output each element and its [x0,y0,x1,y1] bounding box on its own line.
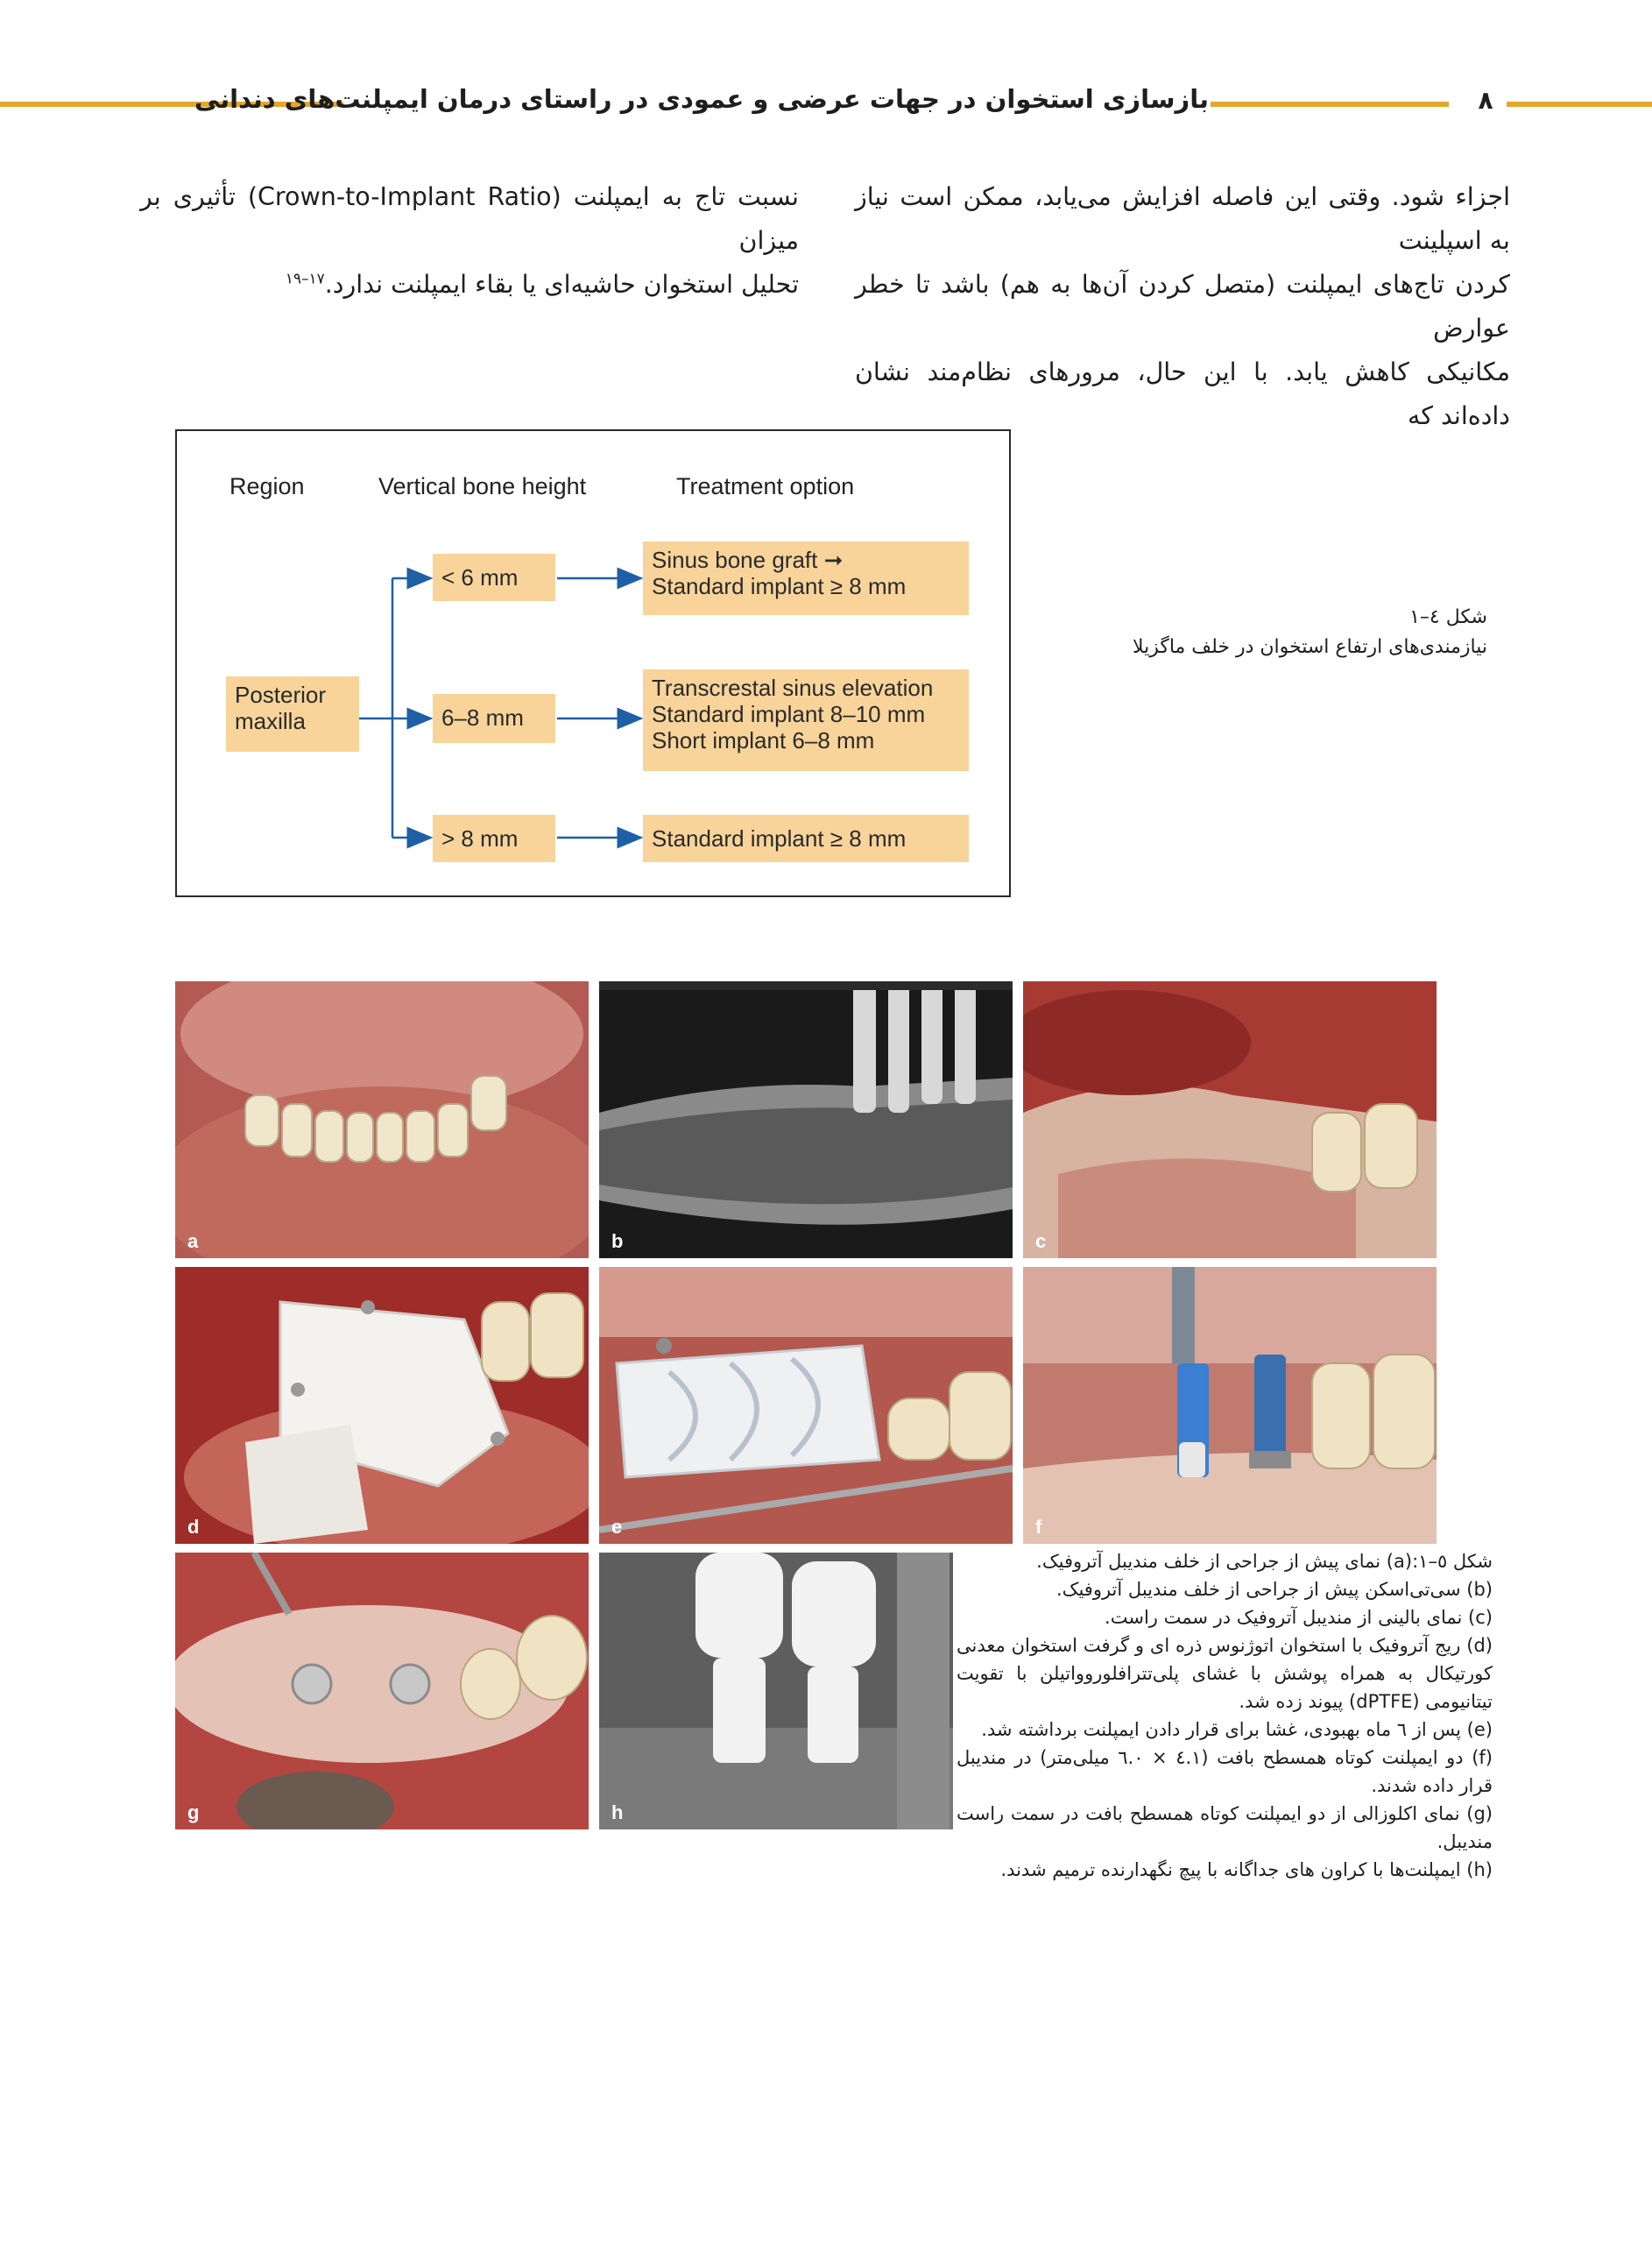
photo-b-ct-scan [599,981,1013,1258]
option-box-sinus-graft [643,541,969,615]
figure-5-1-caption [957,1547,1493,1884]
option-line: Standard implant 8–10 mm [652,701,926,727]
bone-height-flowchart [175,429,1011,897]
caption-line: (d) ریج آتروفیک با استخوان اتوژنوس ذره ای و گرفت استخوان معدنی کورتیکال به همراه پوشش با غشای پلی‌تترافلوروواتیلن با تقویت تیتانیومی (dPTFE) پیوند زده شد. [957,1635,1493,1712]
caption-line: (f) دو ایمپلنت کوتاه همسطح بافت (٤.١ × ٦.٠ میلی‌متر) در مندیبل قرار داده شدند. [957,1747,1493,1796]
option-line: Transcrestal sinus elevation [652,675,934,701]
photo-label: d [187,1516,200,1538]
caption-line: (b) سی‌تی‌اسکن پیش از جراحی از خلف مندیبل آتروفیک. [1055,1579,1493,1600]
photo-d-graft-membrane [175,1267,589,1544]
photo-g-illustration [175,1553,589,1829]
height-box-6-8: 6–8 mm [433,694,555,743]
header-rule-middle [1211,102,1449,107]
option-box-transcrestal [643,669,969,771]
page-number: ۸ [1478,86,1493,115]
body-text-left-column [140,175,799,307]
photo-h-crown-radiograph [599,1553,953,1829]
region-line: maxilla [235,708,306,734]
photo-f-illustration [1023,1267,1437,1544]
region-box [226,676,359,752]
figure-4-1-caption [1016,603,1487,662]
option-line: Standard implant ≥ 8 mm [652,825,907,852]
photo-label: f [1035,1516,1042,1538]
reference-superscript: ۱۷–۱۹ [285,270,325,288]
height-box-gt8: > 8 mm [433,815,555,862]
caption-line: (h) ایمپلنت‌ها با کراون های جداگانه با پیچ نگهدارنده ترمیم شدند. [1000,1859,1493,1880]
body-line: کردن تاج‌های ایمپلنت (متصل کردن آن‌ها به هم) باشد تا خطر عوارض [855,270,1510,343]
photo-label: c [1035,1230,1047,1252]
option-box-standard [643,815,969,862]
photo-label: b [611,1230,624,1252]
figure-caption-text: نیازمندی‌های ارتفاع استخوان در خلف ماگزیلا [1132,636,1487,658]
photo-label: a [187,1230,199,1252]
photo-e-membrane-removal [599,1267,1013,1544]
caption-line: شکل ٥–١:(a) نمای پیش از جراحی از خلف مندیبل آتروفیک. [1036,1551,1493,1572]
photo-a-illustration [175,981,589,1258]
caption-line: (c) نمای بالینی از مندیبل آتروفیک در سمت راست. [1105,1607,1493,1628]
region-line: Posterior [235,682,327,708]
photo-f-implant-placement [1023,1267,1437,1544]
photo-label: h [611,1801,624,1823]
header-treatment-option: Treatment option [676,473,855,499]
header-rule-right [1507,102,1652,107]
header-vertical-bone-height: Vertical bone height [378,473,587,499]
photo-c-clinical-view [1023,981,1437,1258]
option-line: Sinus bone graft ➞ [652,547,844,573]
option-line: Standard implant ≥ 8 mm [652,573,907,599]
height-box-lt6: < 6 mm [433,554,555,601]
photo-label: e [611,1516,623,1538]
photo-d-illustration [175,1267,589,1544]
photo-c-illustration [1023,981,1437,1258]
body-line [140,263,799,307]
caption-line: (g) نمای اکلوزالی از دو ایمپلنت کوتاه همسطح بافت در سمت راست مندیبل. [957,1803,1493,1852]
photo-b-illustration [599,981,1013,1258]
body-line-text: تحلیل استخوان حاشیه‌ای یا بقاء ایمپلنت ندارد. [324,270,799,299]
body-text-right-column [855,175,1510,438]
body-line: اجزاء شود. وقتی این فاصله افزایش می‌یابد، ممکن است نیاز به اسپلینت [855,182,1510,255]
caption-line: (e) پس از ٦ ماه بهبودی، غشا برای قرار دادن ایمپلنت برداشته شد. [981,1719,1493,1740]
photo-h-illustration [599,1553,953,1829]
running-head-title: بازسازی استخوان در جهات عرضی و عمودی در راستای درمان ایمپلنت‌های دندانی [194,84,1209,114]
photo-e-illustration [599,1267,1013,1544]
option-line: Short implant 6–8 mm [652,727,875,754]
photo-a-preoperative-view [175,981,589,1258]
header-region: Region [229,473,305,499]
body-line: نسبت تاج به ایمپلنت (Crown-to-Implant Ratio) تأثیری بر میزان [140,182,799,255]
photo-g-occlusal-view [175,1553,589,1829]
photo-label: g [187,1801,200,1823]
figure-label: شکل ٤–١ [1409,606,1487,628]
body-line: مکانیکی کاهش یابد. با این حال، مرورهای نظام‌مند نشان داده‌اند که [855,357,1510,430]
